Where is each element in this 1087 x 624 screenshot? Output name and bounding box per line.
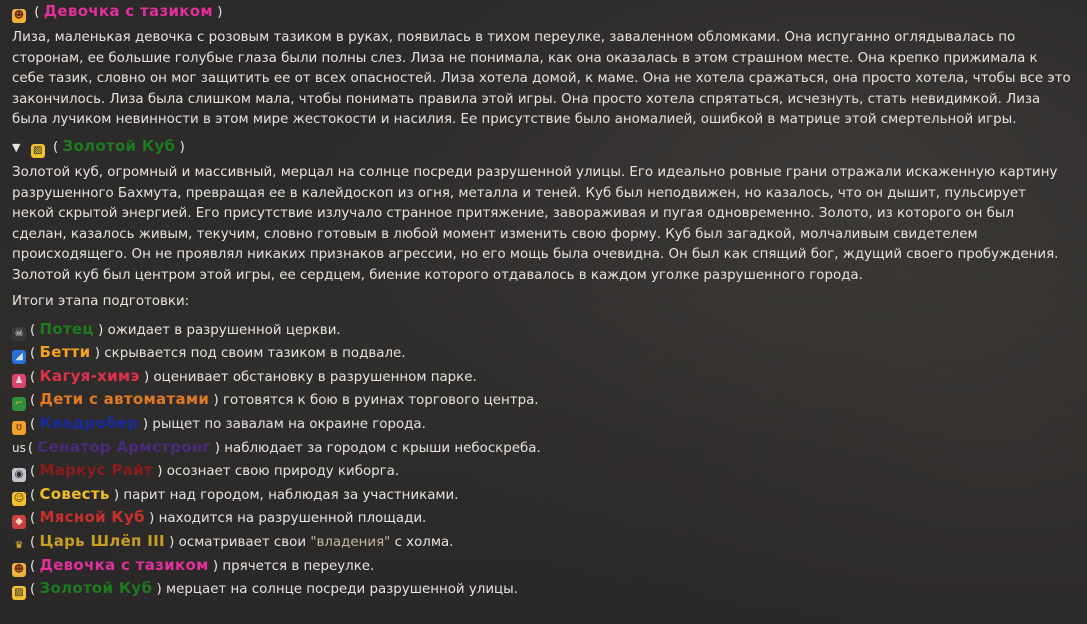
participant-status: прячется в переулке. [222,558,375,574]
robot-face-icon: ◉ [12,468,26,482]
participant-name: Квадробер [39,414,139,433]
participant-row: ◢ ( Бетти ) скрывается под своим тазиком в подвале. [12,341,1080,365]
us-flag-icon: us [12,440,26,455]
liza-description: Лиза, маленькая девочка с розовым тазиком в руках, появилась в тихом переулке, заваленном обломками. Она испуганно оглядывалась по сторонам, ее большие голубые глаза были полны слез. Лиза не понимала, как она оказалась в этом страшном месте. Она крепко прижимала к себе тазик, словно он мог защитить ее от всех опасностей. Лиза хотела домой, к маме. Она не хотела сражаться, она просто хотела, чтобы все это закончилось. Лиза была слишком мала, чтобы понимать правила этой игры. Она просто хотела спрятаться, исчезнуть, стать невидимкой. Лиза была лучиком невинности в этом мире жестокости и насилия. Ее присутствие было аномалией, ошибкой в матрице этой смертельной игры. [12,30,1071,127]
participant-status: парит над городом, наблюдая за участниками. [123,487,459,503]
smile-icon: ☺ [13,492,25,504]
participant-name: Дети с автоматами [39,390,210,409]
cube-description: Золотой куб, огромный и массивный, мерцал на солнце посреди разрушенной улицы. Его идеально ровные грани отражали искаженную картину разрушенного Бахмута, превращая ее в калейдоскоп из огня, металла и теней. Куб был неподвижен, но казалось, что он дышит, пульсирует некой скрытой энергией. Его присутствие излучало странное притяжение, завораживая и пугая одновременно. Золото, из которого он был сделан, казалось живым, текучим, словно готовым в любой момент изменить свою форму. Куб был загадкой, молчаливым свидетелем происходящего. Он не проявлял никаких признаков агрессии, но его мощь была очевидна. Он был как спящий бог, ждущий своего пробуждения. Золотой куб был центром этой игры, ее сердцем, биение которого отдавалось в каждом уголке разрушенного города. [12,165,1059,283]
participant-status: готовятся к бою в руинах торгового центра. [223,393,539,409]
participant-row: ♟ ( Кагуя-химэ ) оценивает обстановку в разрушенном парке. [12,365,1080,389]
participant-status: мерцает на солнце посреди разрушенной улицы. [166,582,518,598]
participant-name: Потец [39,319,94,338]
participant-row: ☻ ( Девочка с тазиком ) прячется в переулке. [13,555,375,575]
participant-name: Золотой Куб [39,579,153,598]
participant-name: Маркус Райт [39,461,153,480]
participant-name: Бетти [39,343,91,362]
participant-status: ожидает в разрушенной церкви. [107,322,341,338]
water-gun-icon: ⌐ [12,397,26,411]
participant-row: us ( Сенатор Армстронг ) наблюдает за городом с крыши небоскреба. [12,437,541,456]
cube-section-header[interactable]: ▼ ▨ ( Золотой Куб ) [12,135,1080,159]
participant-row: ♛ ( Царь Шлёп III ) осматривает свои "владения" с холма. [12,530,1080,554]
crown-icon: ♛ [14,540,24,552]
participant-name: Сенатор Армстронг [37,437,211,456]
participant-status: осматривает свои [178,535,311,551]
participant-status: скрывается под своим тазиком в подвале. [104,346,406,362]
skull-crossbones-icon: ☠ [12,327,26,341]
participant-quote: "владения" [310,535,391,551]
participant-status: находится на разрушенной площади. [158,511,427,527]
summary-title: Итоги этапа подготовки: [12,294,190,310]
meat-icon: ◆ [12,515,26,529]
construction-sign-icon: ▨ [31,144,45,158]
participant-row: ʊ ( Квадробер ) рыщет по завалам на окраине города. [12,412,1080,436]
participant-name: Кагуя-химэ [39,366,140,385]
participant-name: Совесть [39,484,110,503]
participant-name: Мясной Куб [39,508,145,527]
cat-face-icon: ʊ [12,421,26,435]
message-content [12,0,1080,601]
participant-row: ◉ ( Маркус Райт ) осознает свою природу киборга. [12,459,1080,483]
participant-status: рыщет по завалам на окраине города. [152,417,426,433]
girl-face-icon: ☻ [13,563,25,575]
triangle-down-icon[interactable]: ▼ [12,140,21,154]
participant-row: ☺ ( Совесть ) парит над городом, наблюдая за участниками. [13,484,459,504]
participant-row: ⌐ ( Дети с автоматами ) готовятся к бою в руинах торгового центра. [12,388,1080,412]
participant-name: Царь Шлёп III [39,532,165,551]
participant-row: ▨ ( Золотой Куб ) мерцает на солнце посреди разрушенной улицы. [12,577,1080,601]
people-icon: ♟ [12,374,26,388]
participant-row: ☠ ( Потец ) ожидает в разрушенной церкви. [12,318,1080,342]
participant-name: Девочка с тазиком [39,555,209,574]
pill-icon: ◢ [12,350,26,364]
construction-sign-icon: ▨ [12,586,26,600]
character-header: ☻ ( Девочка с тазиком ) [13,2,223,21]
cube-name: Золотой Куб [62,136,176,155]
participant-status: с холма. [394,535,454,551]
participant-list [12,318,1080,601]
participant-status: осознает свою природу киборга. [166,464,400,480]
participant-row: ◆ ( Мясной Куб ) находится на разрушенной площади. [12,506,1080,530]
character-name: Девочка с тазиком [43,2,213,20]
girl-face-icon: ☻ [13,10,25,21]
participant-status: наблюдает за городом с крыши небоскреба. [224,440,541,456]
participant-status: оценивает обстановку в разрушенном парке. [153,369,477,385]
